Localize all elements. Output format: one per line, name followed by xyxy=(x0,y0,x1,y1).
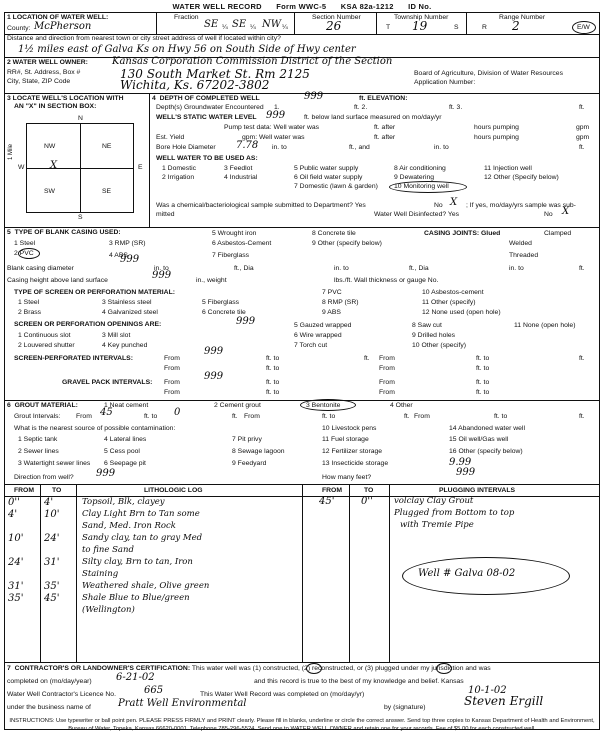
section2-label: 2 WATER WELL OWNER: xyxy=(7,59,88,66)
direction-value[interactable]: 999 xyxy=(96,468,116,479)
screen-stainless[interactable]: 3 Stainless steel xyxy=(102,299,152,306)
quarter-mark: ¼ xyxy=(250,24,256,31)
src-septic[interactable]: 1 Septic tank xyxy=(18,436,58,443)
perf-ft-to2: ft. to xyxy=(476,355,490,362)
completed-label: completed on (mo/day/year) xyxy=(7,678,92,685)
grout-ft3: ft. xyxy=(579,413,585,420)
log-row-text[interactable]: Weathered shale, Olive green xyxy=(82,581,210,591)
license-label: Water Well Contractor's Licence No. xyxy=(7,691,116,698)
divider xyxy=(156,12,157,34)
bore-value[interactable]: 7.78 xyxy=(236,140,259,151)
distance-value[interactable]: 1½ miles east of Galva Ks on Hwy 56 on South Side of Hwy center xyxy=(18,44,356,55)
height-rest: in., weight xyxy=(196,277,227,284)
diam-in-to: in. to xyxy=(154,265,169,272)
grout-from2: From xyxy=(244,413,260,420)
grout-ft-to2: ft. to xyxy=(322,413,336,420)
open-drilled[interactable]: 9 Drilled holes xyxy=(412,332,456,339)
quarter-mark: ¼ xyxy=(282,24,288,31)
gravel-from4: From xyxy=(379,389,395,396)
location-x-mark: X xyxy=(50,160,58,171)
static-label: WELL'S STATIC WATER LEVEL xyxy=(156,114,257,121)
src-fertilizer[interactable]: 12 Fertilizer storage xyxy=(322,448,383,455)
signature-value[interactable]: Steven Ergill xyxy=(464,694,544,708)
section-number-value[interactable]: 26 xyxy=(326,19,342,33)
yield-gpm2: gpm xyxy=(576,134,590,141)
use-feedlot[interactable]: 3 Feedlot xyxy=(224,165,253,172)
section7-line2: and this record is true to the best of my knowledge and belief. Kansas xyxy=(254,678,464,685)
log-row-to[interactable]: 4' xyxy=(44,497,54,508)
section3-label2: AN "X" IN SECTION BOX: xyxy=(14,103,97,110)
use-other[interactable]: 12 Other (Specify below) xyxy=(484,174,559,181)
section3-label: 3 LOCATE WELL'S LOCATION WITH xyxy=(7,95,124,102)
form-number: Form WWC-5 xyxy=(276,2,327,11)
screen-brass[interactable]: 2 Brass xyxy=(18,309,42,316)
screen-label: TYPE OF SCREEN OR PERFORATION MATERIAL: xyxy=(14,289,175,296)
water-well-record-form xyxy=(4,2,600,743)
howmany-value[interactable]: 999 xyxy=(456,467,476,478)
openings-value[interactable]: 999 xyxy=(236,316,256,327)
src-oilwell[interactable]: 15 Oil well/Gas well xyxy=(449,436,509,443)
gravel-ft-to3: ft. to xyxy=(266,389,280,396)
section7-line3: This Water Well Record was completed on (mo/day/yr) xyxy=(200,691,365,698)
log-row-text[interactable]: (Wellington) xyxy=(82,605,135,615)
static-rest: ft. below land surface measured on mo/day/yr xyxy=(304,114,442,121)
screen-fiberglass[interactable]: 5 Fiberglass xyxy=(202,299,240,306)
divider xyxy=(149,93,150,227)
fraction-2[interactable]: SE xyxy=(232,19,247,30)
well-label[interactable]: Well # Galva 08-02 xyxy=(418,568,516,579)
business-value[interactable]: Pratt Well Environmental xyxy=(118,698,247,709)
log-row-from[interactable]: 35' xyxy=(8,593,24,604)
src-watertight[interactable]: 3 Watertight sewer lines xyxy=(18,460,91,467)
addr-label: RR#, St. Address, Box # xyxy=(7,69,81,76)
use-air[interactable]: 8 Air conditioning xyxy=(394,165,446,172)
screen-concrete[interactable]: 6 Concrete tile xyxy=(202,309,246,316)
casing-pvc[interactable]: 2 PVC xyxy=(14,250,34,257)
log-row-text[interactable]: Clay Light Brn to Tan some xyxy=(82,509,200,519)
log-row-from[interactable]: 24' xyxy=(8,557,24,568)
gravel-ft-to2: ft. to xyxy=(476,379,490,386)
county-label: County: xyxy=(7,25,31,32)
township-value[interactable]: 19 xyxy=(412,19,428,33)
gw-ft: ft. xyxy=(579,104,585,111)
src-livestock[interactable]: 10 Livestock pens xyxy=(322,425,377,432)
se-label: SE xyxy=(102,188,112,195)
grout-other[interactable]: 4 Other xyxy=(390,402,413,409)
pump-after: ft. after xyxy=(374,124,396,131)
gravel-value[interactable]: 999 xyxy=(204,371,224,382)
open-continuous[interactable]: 1 Continuous slot xyxy=(18,332,71,339)
divider xyxy=(4,227,600,228)
nw-label: NW xyxy=(44,143,56,150)
perf-ft-to3: ft. to xyxy=(266,365,280,372)
bore-in2: in. to xyxy=(434,144,449,151)
casing-abs[interactable]: 4 ABS xyxy=(109,252,128,259)
direction-label: Direction from well? xyxy=(14,474,74,481)
casing-rmp[interactable]: 3 RMP (SR) xyxy=(109,240,146,247)
range-ew: E/W xyxy=(577,24,590,31)
owner-value[interactable]: Kansas Corporation Commission District of the Section xyxy=(112,56,393,67)
form-ksa: KSA 82a-1212 xyxy=(340,2,394,11)
application-label: Application Number: xyxy=(414,79,476,86)
plug-from-header: FROM xyxy=(322,487,343,494)
south-label: S xyxy=(78,214,83,221)
src-lateral[interactable]: 4 Lateral lines xyxy=(104,436,147,443)
distance-label: Distance and direction from nearest town or city street address of well if located within city? xyxy=(7,35,281,42)
src-lagoon[interactable]: 8 Sewage lagoon xyxy=(232,448,285,455)
screen-asbestos[interactable]: 10 Asbestos-cement xyxy=(422,289,484,296)
grout-ft2: ft. xyxy=(404,413,410,420)
use-oilfield[interactable]: 6 Oil field water supply xyxy=(294,174,363,181)
gravel-ft-to4: ft. to xyxy=(476,389,490,396)
constructed-circle xyxy=(306,663,322,674)
screen-pvc[interactable]: 7 PVC xyxy=(322,289,342,296)
open-wire[interactable]: 6 Wire wrapped xyxy=(294,332,342,339)
src-abandoned[interactable]: 14 Abandoned water well xyxy=(449,425,525,432)
grout-from-value[interactable]: 45 xyxy=(100,407,113,418)
casing-fiberglass[interactable]: 7 Fiberglass xyxy=(212,252,250,259)
casing-other[interactable]: 9 Other (specify below) xyxy=(312,240,382,247)
plug-text3[interactable]: with Tremie Pipe xyxy=(400,520,474,530)
joints-welded[interactable]: Welded xyxy=(509,240,532,247)
perf-ft: ft. xyxy=(364,355,370,362)
open-torch[interactable]: 7 Torch cut xyxy=(294,342,328,349)
grout-neat[interactable]: 1 Neat cement xyxy=(104,402,149,409)
chem-x[interactable]: X xyxy=(450,197,458,208)
plug-text2[interactable]: Plugged from Bottom to top xyxy=(394,508,515,518)
license-value[interactable]: 665 xyxy=(144,685,164,696)
ew-circle xyxy=(572,21,596,34)
plug-text1[interactable]: volclay Clay Grout xyxy=(394,496,474,506)
signature-label: by (signature) xyxy=(384,704,426,711)
height-label: Casing height above land surface xyxy=(7,277,108,284)
src-sewer[interactable]: 2 Sewer lines xyxy=(18,448,59,455)
diam-in-to3: in. to xyxy=(509,265,524,272)
perf-from: From xyxy=(164,355,180,362)
plugged-circle xyxy=(436,663,452,674)
completed-value[interactable]: 6-21-02 xyxy=(116,672,155,683)
bentonite-circle xyxy=(300,399,356,411)
casing-wrought[interactable]: 5 Wrought iron xyxy=(212,230,257,237)
fraction-1[interactable]: SE xyxy=(204,19,219,30)
city-value[interactable]: Wichita, Ks. 67202-3802 xyxy=(120,78,270,92)
static-value[interactable]: 999 xyxy=(266,110,286,121)
grout-bentonite[interactable]: 3 Bentonite xyxy=(306,402,341,409)
howmany-label: How many feet? xyxy=(322,474,372,481)
divider xyxy=(294,12,295,34)
instructions-text: INSTRUCTIONS: Use typewriter or ball point pen. PLEASE PRESS FIRMLY and PRINT clearly. Please fill in blanks, underline or circle the correct answer. Send top three copies to Kansas Department of Health and Environment, Bureau of Water, Topeka, Kansas 66620-0001. Telephone 785-296-5524. Send one to WATER WELL OWNER and retain one for your records. Fee of $5.00 for each constructed well. xyxy=(9,718,595,732)
log-row-text[interactable]: Shale Blue to Blue/green xyxy=(82,593,190,603)
grout-ft-to: ft. to xyxy=(144,413,158,420)
perf-ft2: ft. xyxy=(579,355,585,362)
gravel-label: GRAVEL PACK INTERVALS: xyxy=(62,379,153,386)
ne-label: NE xyxy=(102,143,112,150)
divider xyxy=(376,12,377,34)
src-other[interactable]: 16 Other (specify below) xyxy=(449,448,523,455)
divider xyxy=(40,484,41,662)
log-row-to[interactable]: 24' xyxy=(44,533,60,544)
yield-hours: hours pumping xyxy=(474,134,519,141)
open-louvered[interactable]: 2 Louvered shutter xyxy=(18,342,75,349)
section4-label: 4 DEPTH OF COMPLETED WELL xyxy=(152,95,260,102)
grout-from: From xyxy=(76,413,92,420)
gravel-ft-to: ft. to xyxy=(266,379,280,386)
depth-value[interactable]: 999 xyxy=(304,91,324,102)
gravel-from: From xyxy=(164,379,180,386)
dis-x[interactable]: X xyxy=(562,206,570,217)
lbs-label: lbs./ft. Wall thickness or gauge No. xyxy=(334,277,439,284)
range-label: Range Number xyxy=(499,14,546,21)
screen-steel[interactable]: 1 Steel xyxy=(18,299,40,306)
divider xyxy=(466,12,467,34)
perf-ft-to: ft. to xyxy=(266,355,280,362)
chem-no: No xyxy=(434,202,443,209)
log-row-text[interactable]: Silty clay, Brn to tan, Iron xyxy=(82,557,193,567)
grout-from3: From xyxy=(414,413,430,420)
county-value[interactable]: McPherson xyxy=(34,21,92,32)
log-row-text[interactable]: to fine Sand xyxy=(82,545,134,555)
divider xyxy=(76,484,77,662)
perf-ft-to4: ft. to xyxy=(476,365,490,372)
casing-concrete[interactable]: 8 Concrete tile xyxy=(312,230,356,237)
fraction-3[interactable]: NW xyxy=(262,19,282,30)
diam-ft-dia2: ft., Dia xyxy=(409,265,429,272)
log-row-to[interactable]: 45' xyxy=(44,593,60,604)
record-date[interactable]: 10-1-02 xyxy=(468,685,507,696)
range-value[interactable]: 2 xyxy=(512,19,520,33)
yield-label: Est. Yield xyxy=(156,134,185,141)
screen-galvanized[interactable]: 4 Galvanized steel xyxy=(102,309,158,316)
casing-steel[interactable]: 1 Steel xyxy=(14,240,36,247)
use-lawn[interactable]: 7 Domestic (lawn & garden) xyxy=(294,183,378,190)
perf-label: SCREEN-PERFORATED INTERVALS: xyxy=(14,355,133,362)
east-label: E xyxy=(138,164,143,171)
range-r: R xyxy=(482,24,487,31)
addr-value[interactable]: 130 South Market St. Rm 2125 xyxy=(120,67,310,81)
form-header xyxy=(4,2,600,12)
grout-cement[interactable]: 2 Cement grout xyxy=(214,402,261,409)
open-gauzed[interactable]: 5 Gauzed wrapped xyxy=(294,322,352,329)
bore-label: Bore Hole Diameter xyxy=(156,144,216,151)
gravel-from3: From xyxy=(164,389,180,396)
screen-other[interactable]: 11 Other (specify) xyxy=(422,299,476,306)
joints-threaded[interactable]: Threaded xyxy=(509,252,539,259)
log-row-text[interactable]: Staining xyxy=(82,569,119,579)
divider xyxy=(302,484,303,662)
use-injection[interactable]: 11 Injection well xyxy=(484,165,532,172)
source-label: What is the nearest source of possible contamination: xyxy=(14,425,176,432)
log-row-text[interactable]: Sandy clay, tan to gray Med xyxy=(82,533,203,543)
joints-clamped[interactable]: Clamped xyxy=(544,230,572,237)
casing-asbestos[interactable]: 6 Asbestos-Cement xyxy=(212,240,272,247)
diam-ft: ft. xyxy=(579,265,585,272)
perf-from4: From xyxy=(379,365,395,372)
bore-ft2: ft. xyxy=(579,144,585,151)
screen-abs[interactable]: 9 ABS xyxy=(322,309,341,316)
grout-ft-to3: ft. to xyxy=(494,413,508,420)
log-row-from[interactable]: 0'' xyxy=(8,497,20,508)
elevation-label: ft. ELEVATION: xyxy=(359,95,408,102)
plug-from-value[interactable]: 45' xyxy=(319,496,335,507)
west-label: W xyxy=(18,164,25,171)
open-key[interactable]: 4 Key punched xyxy=(102,342,148,349)
screen-rmp[interactable]: 8 RMP (SR) xyxy=(322,299,359,306)
use-domestic[interactable]: 1 Domestic xyxy=(162,165,196,172)
log-row-text[interactable]: Topsoil, Blk, clayey xyxy=(82,497,165,507)
plug-to-header: TO xyxy=(364,487,374,494)
divider xyxy=(4,400,600,401)
section1-label: 1 LOCATION OF WATER WELL: xyxy=(7,14,109,21)
src-pit[interactable]: 7 Pit privy xyxy=(232,436,262,443)
pump-hours: hours pumping xyxy=(474,124,519,131)
perf-value[interactable]: 999 xyxy=(204,346,224,357)
diam-label: Blank casing diameter xyxy=(7,265,74,272)
diam-in-to2: in. to xyxy=(334,265,349,272)
north-label: N xyxy=(78,115,83,122)
gw-1: 1. xyxy=(274,104,280,111)
log-row-from[interactable]: 10' xyxy=(8,533,24,544)
township-label: Township Number xyxy=(394,14,449,21)
joints-glued[interactable]: CASING JOINTS: Glued xyxy=(424,230,501,237)
mitted: mitted xyxy=(156,211,175,218)
log-row-to[interactable]: 31' xyxy=(44,557,60,568)
fraction-label: Fraction xyxy=(174,14,199,21)
section-number-label: Section Number xyxy=(312,14,361,21)
pump-gpm: gpm xyxy=(576,124,590,131)
divider xyxy=(389,484,390,662)
grout-to-value[interactable]: 0 xyxy=(174,407,181,418)
log-from-header: FROM xyxy=(14,487,35,494)
src-seepage[interactable]: 6 Seepage pit xyxy=(104,460,146,467)
use-monitoring[interactable]: 10 Monitoring well xyxy=(394,183,449,190)
litho-header: LITHOLOGIC LOG xyxy=(144,487,203,494)
grout-intervals-label: Grout Intervals: xyxy=(14,413,61,420)
yield-after: ft. after xyxy=(374,134,396,141)
log-row-to[interactable]: 10' xyxy=(44,509,60,520)
feet-value-extra[interactable]: 9.99 xyxy=(449,457,472,468)
open-none[interactable]: 11 None (open hole) xyxy=(514,322,576,329)
form-id: ID No. xyxy=(408,2,432,11)
open-other[interactable]: 10 Other (specify) xyxy=(412,342,467,349)
chem-label: Was a chemical/bacteriological sample submitted to Department? Yes xyxy=(156,202,366,209)
screen-none[interactable]: 12 None used (open hole) xyxy=(422,309,501,316)
bore-in: in. to xyxy=(272,144,287,151)
use-public[interactable]: 5 Public water supply xyxy=(294,165,359,172)
form-title: WATER WELL RECORD xyxy=(172,2,262,11)
openings-label: SCREEN OR PERFORATION OPENINGS ARE: xyxy=(14,321,162,328)
plug-header: PLUGGING INTERVALS xyxy=(439,487,516,494)
sw-label: SW xyxy=(44,188,55,195)
divider xyxy=(4,662,600,663)
township-t: T xyxy=(386,24,391,31)
pvc-circle xyxy=(18,248,40,259)
dis-no: No xyxy=(544,211,553,218)
divider xyxy=(26,168,134,169)
perf-from2: From xyxy=(379,355,395,362)
divider xyxy=(349,484,350,662)
plug-to-value[interactable]: 0'' xyxy=(361,496,373,507)
city-label: City, State, ZIP Code xyxy=(7,78,71,85)
pump-label: Pump test data: Well water was xyxy=(224,124,320,131)
divider xyxy=(4,93,600,94)
log-row-from[interactable]: 31' xyxy=(8,581,24,592)
board-label: Board of Agriculture, Division of Water Resources xyxy=(414,70,563,77)
src-feedyard[interactable]: 9 Feedyard xyxy=(232,460,267,467)
section6-label: 6 GROUT MATERIAL: xyxy=(7,402,78,409)
use-irrigation[interactable]: 2 Irrigation xyxy=(162,174,195,181)
business-label: under the business name of xyxy=(7,704,91,711)
bore-ft: ft., and xyxy=(349,144,370,151)
height-value[interactable]: 999 xyxy=(152,270,172,281)
use-label: WELL WATER TO BE USED AS: xyxy=(156,155,258,162)
open-saw[interactable]: 8 Saw cut xyxy=(412,322,442,329)
perf-from3: From xyxy=(164,365,180,372)
log-row-from[interactable]: 4' xyxy=(8,509,18,520)
township-s: S xyxy=(454,24,459,31)
gravel-from2: From xyxy=(379,379,395,386)
mile-label: 1 Mile xyxy=(8,143,14,160)
log-row-to[interactable]: 35' xyxy=(44,581,60,592)
src-insecticide[interactable]: 13 Insecticide storage xyxy=(322,460,389,467)
section7-line1: 7 CONTRACTOR'S OR LANDOWNER'S CERTIFICATION: This water well was (1) constructed, (2) reconstructed, or (3) plugged under my jurisdiction and was xyxy=(7,665,491,672)
groundwater-label: Depth(s) Groundwater Encountered xyxy=(156,104,264,111)
use-dewatering[interactable]: 9 Dewatering xyxy=(394,174,435,181)
section5-label: 5 TYPE OF BLANK CASING USED: xyxy=(7,229,121,236)
gw-2: ft. 2. xyxy=(354,104,368,111)
monitoring-circle xyxy=(389,181,467,193)
chem-rest: ; If yes, mo/day/yrs sample was sub- xyxy=(466,202,576,209)
open-mill[interactable]: 3 Mill slot xyxy=(102,332,131,339)
yield-gpm: gpm: Well water was xyxy=(242,134,305,141)
diam-ft-dia: ft., Dia xyxy=(234,265,254,272)
grout-ft: ft. xyxy=(232,413,238,420)
src-cess[interactable]: 5 Cess pool xyxy=(104,448,140,455)
log-row-text[interactable]: Sand, Med. Iron Rock xyxy=(82,521,176,531)
use-industrial[interactable]: 4 Industrial xyxy=(224,174,258,181)
casing-abs-value[interactable]: 999 xyxy=(120,254,140,265)
disinfected-label: Water Well Disinfected? Yes xyxy=(374,211,460,218)
gw-3: ft. 3. xyxy=(449,104,463,111)
quarter-mark: ¼ xyxy=(222,24,228,31)
src-fuel[interactable]: 11 Fuel storage xyxy=(322,436,369,443)
log-to-header: TO xyxy=(52,487,62,494)
